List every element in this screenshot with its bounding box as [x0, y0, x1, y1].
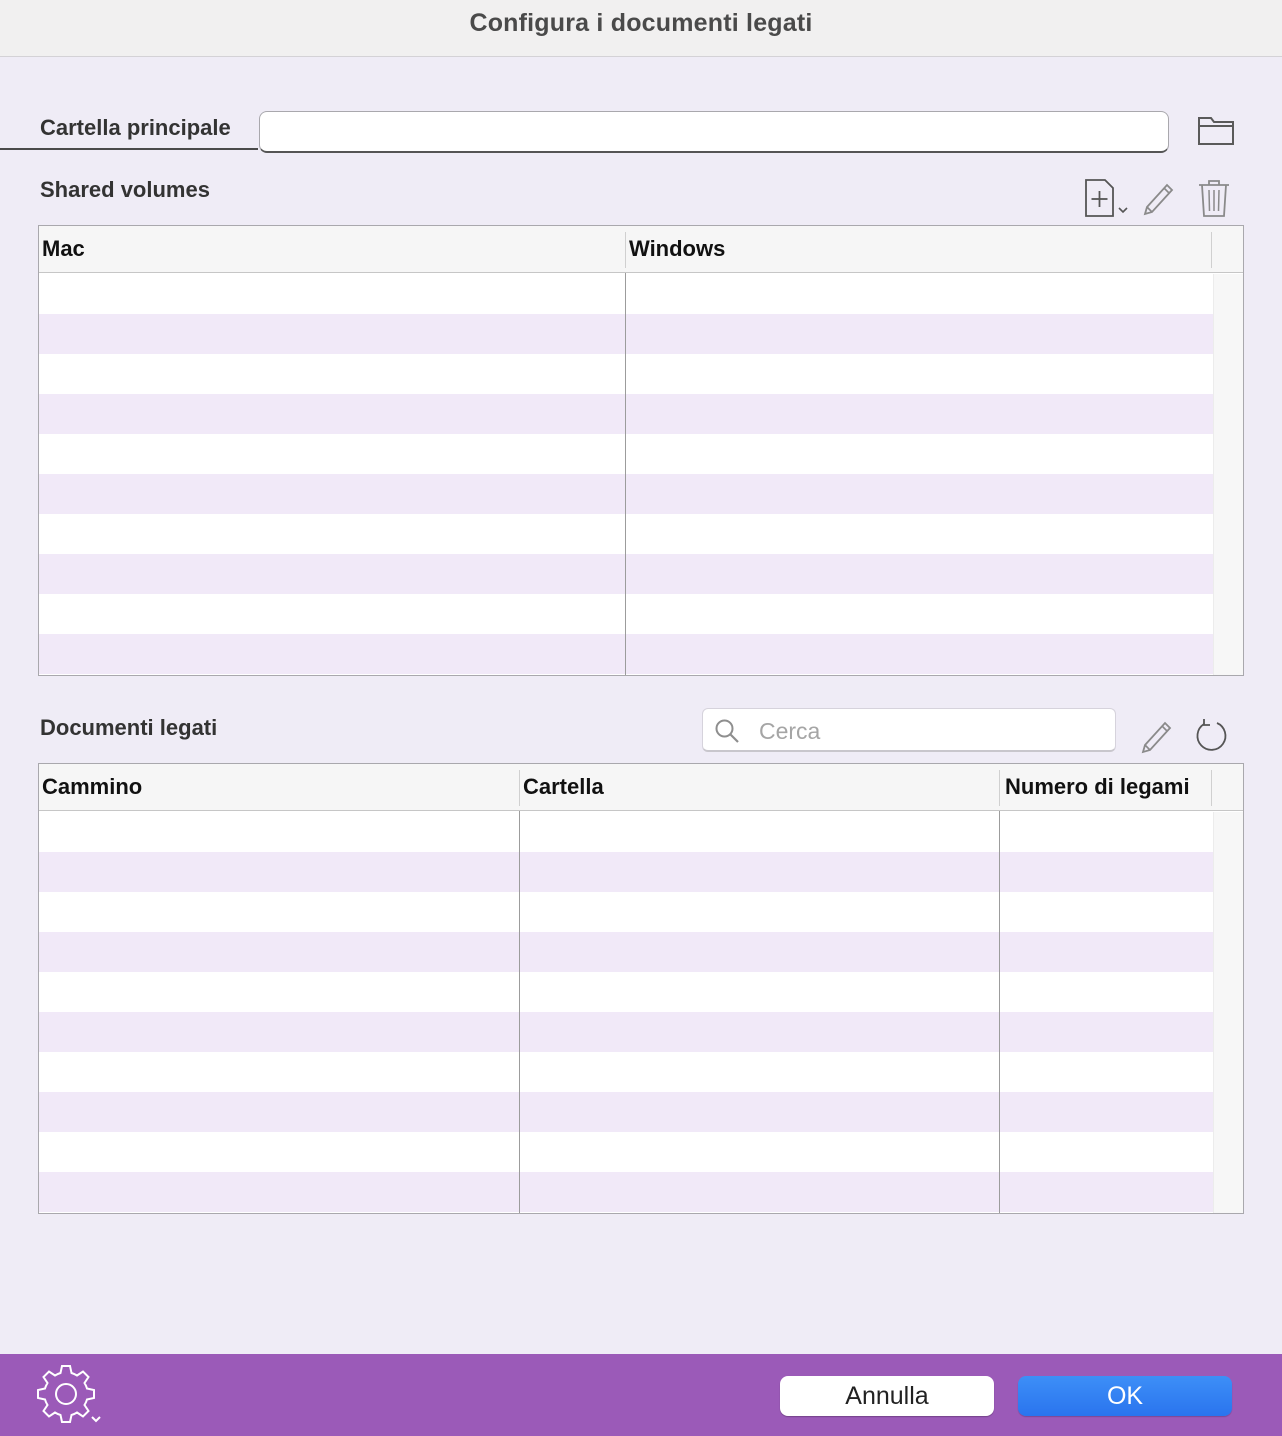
- table-row[interactable]: [39, 1052, 1213, 1092]
- table-header: [39, 226, 1243, 273]
- ok-button[interactable]: OK: [1018, 1376, 1232, 1416]
- column-divider: [1211, 770, 1212, 806]
- column-divider: [519, 811, 520, 1213]
- search-icon: [713, 717, 741, 745]
- scrollbar[interactable]: [1213, 274, 1243, 675]
- column-header-numero-di-legami[interactable]: Numero di legami: [1005, 774, 1190, 799]
- gear-icon[interactable]: [32, 1362, 106, 1428]
- table-row[interactable]: [39, 554, 1213, 594]
- pencil-icon[interactable]: [1138, 178, 1178, 218]
- cancel-button[interactable]: Annulla: [780, 1376, 994, 1416]
- table-row[interactable]: [39, 634, 1213, 674]
- window-title: Configura i documenti legati: [469, 9, 813, 37]
- table-row[interactable]: [39, 932, 1213, 972]
- table-row[interactable]: [39, 514, 1213, 554]
- column-header-cartella[interactable]: Cartella: [523, 774, 604, 799]
- column-header-mac[interactable]: Mac: [42, 236, 85, 261]
- search-placeholder: Cerca: [759, 718, 821, 744]
- pencil-icon[interactable]: [1136, 716, 1176, 756]
- main-folder-underline: [0, 148, 258, 150]
- column-divider: [625, 273, 626, 675]
- table-body: [39, 274, 1213, 675]
- table-row[interactable]: [39, 354, 1213, 394]
- refresh-icon[interactable]: [1192, 716, 1230, 754]
- table-row[interactable]: [39, 812, 1213, 852]
- search-input[interactable]: [702, 708, 1116, 752]
- table-row[interactable]: [39, 594, 1213, 634]
- main-folder-field[interactable]: [259, 111, 1169, 153]
- table-row[interactable]: [39, 394, 1213, 434]
- table-row[interactable]: [39, 1092, 1213, 1132]
- table-row[interactable]: [39, 314, 1213, 354]
- trash-icon[interactable]: [1195, 178, 1233, 218]
- table-row[interactable]: [39, 1172, 1213, 1212]
- footer-bar: [0, 1354, 1282, 1436]
- column-header-windows[interactable]: Windows: [629, 236, 726, 261]
- table-row[interactable]: [39, 1012, 1213, 1052]
- scrollbar[interactable]: [1213, 812, 1243, 1213]
- folder-icon[interactable]: [1196, 112, 1236, 148]
- column-divider: [1211, 232, 1212, 268]
- shared-volumes-table[interactable]: [38, 225, 1244, 676]
- table-row[interactable]: [39, 274, 1213, 314]
- table-row[interactable]: [39, 474, 1213, 514]
- title-bar: [0, 0, 1282, 57]
- table-row[interactable]: [39, 1132, 1213, 1172]
- column-divider: [999, 811, 1000, 1213]
- add-document-icon[interactable]: [1083, 178, 1131, 218]
- table-row[interactable]: [39, 434, 1213, 474]
- table-row[interactable]: [39, 972, 1213, 1012]
- table-row[interactable]: [39, 852, 1213, 892]
- column-divider: [999, 770, 1000, 806]
- linked-documents-table[interactable]: [38, 763, 1244, 1214]
- column-header-cammino[interactable]: Cammino: [42, 774, 143, 799]
- table-header: [39, 764, 1243, 811]
- table-row[interactable]: [39, 892, 1213, 932]
- linked-documents-label: Documenti legati: [40, 715, 218, 740]
- shared-volumes-label: Shared volumes: [40, 177, 210, 202]
- main-folder-label: Cartella principale: [40, 115, 231, 140]
- table-body: [39, 812, 1213, 1213]
